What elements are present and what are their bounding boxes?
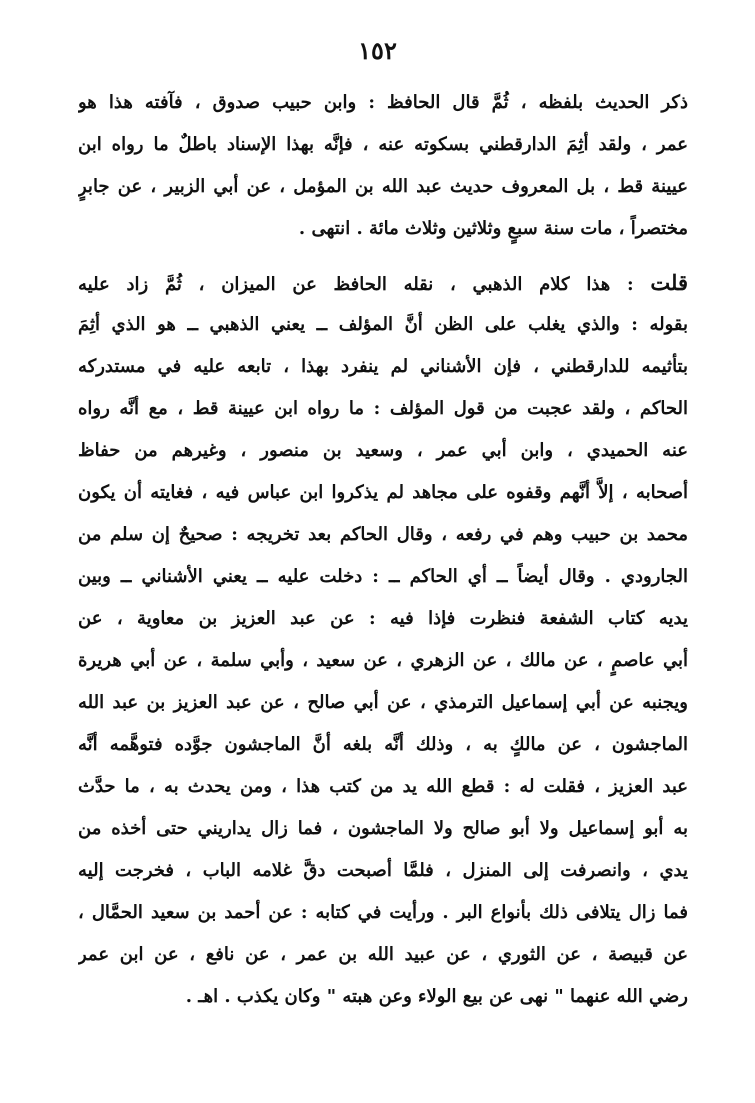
paragraph-1 xyxy=(78,84,688,252)
text-line: عيينة قط ، بل المعروف حديث عبد الله بن المؤمل ، عن أبي الزبير ، عن جابرٍ xyxy=(78,176,688,197)
text-line: محمد بن حبيب وهم في رفعه ، وقال الحاكم بعد تخريجه : صحيحٌ إن سلم من xyxy=(78,524,688,545)
text-line: مختصراً ، مات سنة سبعٍ وثلاثين وثلاث مائة . انتهى . xyxy=(298,218,688,239)
text-line: الجارودي . وقال أيضاً ــ أي الحاكم ــ : دخلت عليه ــ يعني الأشناني ــ وبين xyxy=(78,566,688,587)
text-line: الحاكم ، ولقد عجبت من قول المؤلف : ما رواه ابن عيينة قط ، مع أنَّه رواه xyxy=(78,398,688,419)
text-line: رضي الله عنهما " نهى عن بيع الولاء وعن هبته " وكان يكذب . اهـ . xyxy=(185,986,688,1007)
page-number: ١٥٢ xyxy=(358,36,397,65)
text-line: بقوله : والذي يغلب على الظن أنَّ المؤلف ــ يعني الذهبي ــ هو الذي أثِمَ xyxy=(78,314,688,335)
text-line: أبي عاصمٍ ، عن مالك ، عن الزهري ، عن سعيد ، وأبي سلمة ، عن أبي هريرة xyxy=(78,650,688,671)
first-line-text: : هذا كلام الذهبي ، نقله الحافظ عن الميزان ، ثُمَّ زاد عليه xyxy=(78,274,634,295)
paragraph-2 xyxy=(78,264,688,1020)
text-line: ذكر الحديث بلفظه ، ثُمَّ قال الحافظ : وابن حبيب صدوق ، فآفته هذا هو xyxy=(78,92,688,113)
text-line: يديه كتاب الشفعة فنظرت فإذا فيه : عن عبد العزيز بن معاوية ، عن xyxy=(78,608,688,629)
text-line: فما زال يتلافى ذلك بأنواع البر . ورأيت في كتابه : عن أحمد بن سعيد الحمَّال ، xyxy=(78,902,688,923)
text-line: عن قبيصة ، عن الثوري ، عن عبيد الله بن عمر ، عن نافع ، عن ابن عمر xyxy=(78,944,688,965)
text-line: به أبو إسماعيل ولا أبو صالح ولا الماجشون ، فما زال يداريني حتى أخذه من xyxy=(78,818,688,839)
text-line: عمر ، ولقد أثِمَ الدارقطني بسكوته عنه ، فإنَّه بهذا الإسناد باطلٌ ما رواه ابن xyxy=(78,134,688,155)
paragraph-2-first-line xyxy=(78,264,688,306)
text-line: ويجنبه عن أبي إسماعيل الترمذي ، عن أبي صالح ، عن عبد العزيز بن عبد الله xyxy=(78,692,688,713)
text-line: أصحابه ، إلاَّ أنَّهم وقفوه على مجاهد لم يذكروا ابن عباس فيه ، فغايته أن يكون xyxy=(78,482,688,503)
text-line: عنه الحميدي ، وابن أبي عمر ، وسعيد بن منصور ، وغيرهم من حفاظ xyxy=(78,440,688,461)
paragraph-lead-word: قلت xyxy=(650,270,688,295)
text-line: بتأثيمه للدارقطني ، فإن الأشناني لم ينفرد بهذا ، تابعه عليه في مستدركه xyxy=(78,356,688,377)
text-line: عبد العزيز ، فقلت له : قطع الله يد من كتب هذا ، ومن يحدث به ، ما حدَّث xyxy=(78,776,688,797)
text-line: الماجشون ، عن مالكٍ به ، وذلك أنَّه بلغه أنَّ الماجشون جوَّده فتوهَّمه أنَّه xyxy=(78,734,688,755)
text-line: يدي ، وانصرفت إلى المنزل ، فلمَّا أصبحت دقَّ غلامه الباب ، فخرجت إليه xyxy=(78,860,688,881)
